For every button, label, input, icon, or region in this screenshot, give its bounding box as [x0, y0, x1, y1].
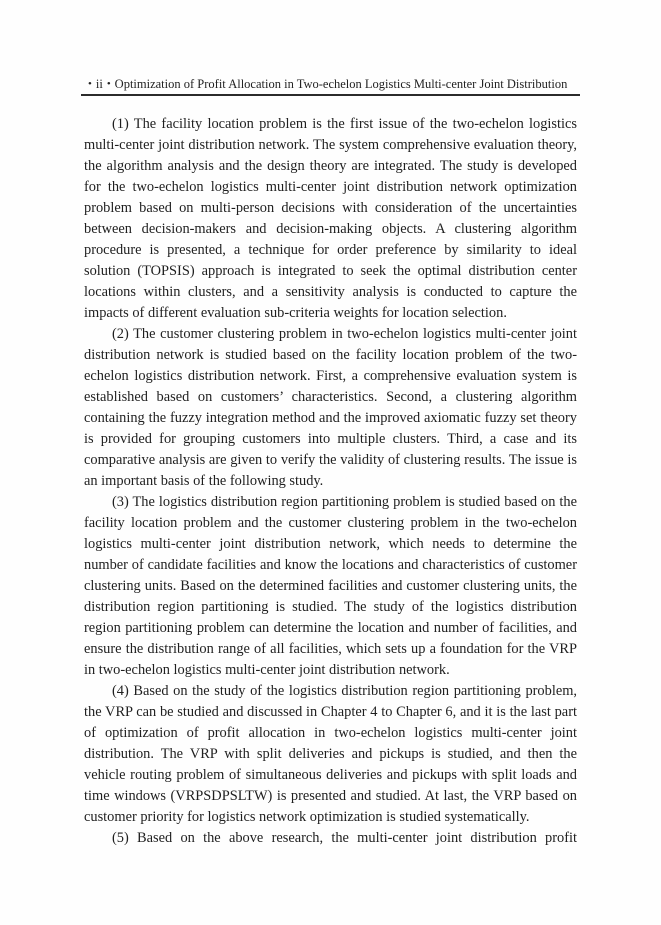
- paragraph-5: (5) Based on the above research, the multi-center joint distribution profit: [112, 830, 577, 846]
- header-rule: [81, 94, 580, 96]
- header-bullet-left: •: [88, 78, 92, 90]
- page-number: ii: [95, 77, 103, 91]
- header-title: Optimization of Profit Allocation in Two-echelon Logistics Multi-center Joint Distribution: [114, 77, 568, 91]
- paragraph-1: (1) The facility location problem is the first issue of the two-echelon logistics multi-center joint distribution network. The system comprehensive evaluation theory, the algorithm analysis and the design theory are integrated. The study is developed for the two-echelon logistics multi-center joint distribution network optimization problem based on multi-person decisions with consideration of the uncertainties between decision-makers and decision-making objects. A clustering algorithm procedure is presented, a technique for order preference by similarity to ideal solution (TOPSIS) approach is integrated to seek the optimal distribution center locations within clusters, and a sensitivity analysis is conducted to capture the impacts of different evaluation sub-criteria weights for location selection.: [84, 116, 577, 321]
- paragraph-3: (3) The logistics distribution region partitioning problem is studied based on the facility location problem and the customer clustering problem in the two-echelon logistics multi-center joint distribution network, which needs to determine the number of candidate facilities and know the locations and characteristics of customer clustering units. Based on the determined facilities and customer clustering units, the distribution region partitioning is studied. The study of the logistics distribution region partitioning problem can determine the location and number of facilities, and ensure the distribution range of all facilities, which sets up a foundation for the VRP in two-echelon logistics multi-center joint distribution network.: [84, 494, 577, 678]
- page-header: [84, 77, 583, 91]
- header-bullet-right: •: [106, 78, 111, 90]
- paragraph-4: (4) Based on the study of the logistics distribution region partitioning problem, the VRP can be studied and discussed in Chapter 4 to Chapter 6, and it is the last part of optimization of profit allocation in two-echelon logistics multi-center joint distribution. The VRP with split deliveries and pickups is studied, and then the vehicle routing problem of simultaneous deliveries and pickups with split loads and time windows (VRPSDPSLTW) is presented and studied. At last, the VRP based on customer priority for logistics network optimization is studied systematically.: [84, 683, 577, 825]
- paragraph-2: (2) The customer clustering problem in two-echelon logistics multi-center joint distribution network is studied based on the facility location problem of the two-echelon logistics distribution network. First, a comprehensive evaluation system is established based on customers’ characteristics. Second, a clustering algorithm containing the fuzzy integration method and the improved axiomatic fuzzy set theory is provided for grouping customers into multiple clusters. Third, a case and its comparative analysis are given to verify the validity of clustering results. The issue is an important basis of the following study.: [84, 326, 577, 489]
- document-body: [84, 114, 577, 849]
